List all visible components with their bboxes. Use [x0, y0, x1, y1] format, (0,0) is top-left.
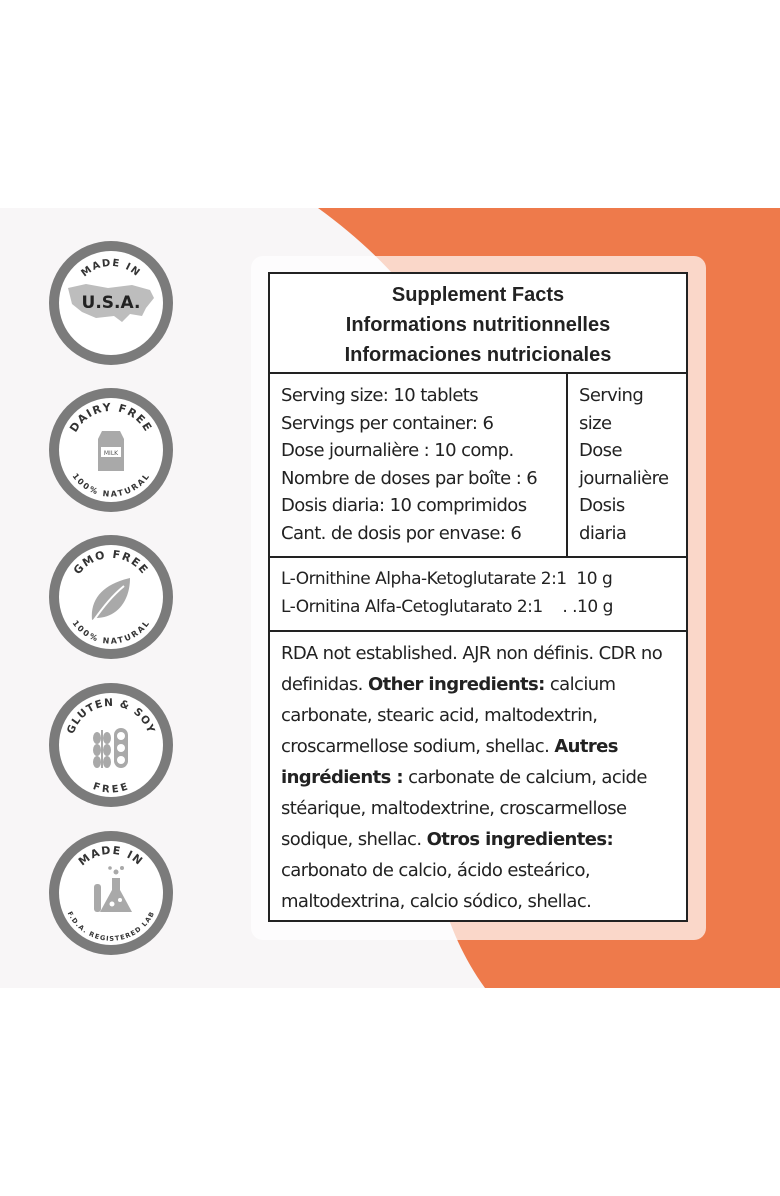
svg-text:MADE IN: MADE IN — [76, 843, 147, 869]
badge-made-in-usa — [46, 238, 176, 368]
active-ingredient-section — [270, 558, 686, 632]
serving-header-line: diaria — [579, 522, 627, 544]
serving-header-line: Dosis — [579, 495, 625, 516]
ingredients-label-fr: Autres ingrédients : — [281, 736, 618, 788]
serving-section — [270, 374, 686, 558]
serving-line: Dosis diaria: 10 comprimidos — [281, 495, 527, 516]
ingredients-label-es: Otros ingredientes: — [426, 829, 614, 850]
serving-header-line: journalière — [579, 467, 669, 489]
serving-line: Servings per container: 6 — [281, 412, 494, 434]
ingredients-text-es: carbonato de calcio, ácido esteárico, maltodextrina, calcio sódico, shellac. — [281, 860, 592, 912]
milk-carton-icon — [46, 385, 176, 515]
wheat-soy-icon — [46, 680, 176, 810]
facts-title-es: Informaciones nutricionales — [344, 344, 612, 366]
facts-title-en: Supplement Facts — [391, 284, 565, 306]
serving-header-line: size — [579, 412, 612, 434]
ingredients-label-en: Other ingredients: — [367, 674, 545, 695]
serving-line: Dose journalière : 10 comp. — [281, 440, 514, 461]
svg-text:FREE: FREE — [91, 781, 131, 796]
badge-made-in-fda-lab — [46, 828, 176, 958]
lab-flask-icon — [46, 828, 176, 958]
facts-title-fr: Informations nutritionnelles — [345, 314, 611, 336]
badge-dairy-free — [46, 385, 176, 515]
leaf-icon — [46, 532, 176, 662]
svg-text:GMO FREE: GMO FREE — [70, 547, 152, 578]
supplement-facts-panel — [268, 272, 688, 922]
serving-line: Nombre de doses par boîte : 6 — [281, 467, 538, 489]
svg-text:MILK: MILK — [103, 450, 119, 457]
svg-text:F.D.A. REGISTERED LAB: F.D.A. REGISTERED LAB — [65, 910, 157, 943]
badge-gluten-soy-free — [46, 680, 176, 810]
svg-text:100% NATURAL: 100% NATURAL — [70, 618, 152, 646]
other-ingredients-section — [270, 632, 686, 917]
serving-header-line: Dose — [579, 440, 622, 461]
svg-text:DAIRY FREE: DAIRY FREE — [67, 400, 155, 435]
svg-text:U.S.A.: U.S.A. — [81, 293, 141, 313]
serving-header-line: Serving — [579, 385, 644, 406]
serving-line: Cant. de dosis por envase: 6 — [281, 522, 522, 544]
usa-map-icon — [46, 238, 176, 368]
badge-gmo-free — [46, 532, 176, 662]
serving-column-header — [568, 374, 686, 556]
facts-title — [270, 274, 686, 374]
active-ingredient-es: L-Ornitina Alfa-Cetoglutarato 2:1 . .10 g — [281, 597, 613, 617]
active-ingredient-en: L-Ornithine Alpha-Ketoglutarate 2:1 10 g — [281, 569, 613, 589]
rda-note: RDA not established. AJR non définis. CDR no definidas. — [281, 643, 663, 695]
serving-details — [270, 374, 568, 556]
ingredients-text-en: calcium carbonate, stearic acid, maltodextrin, croscarmellose sodium, shellac. — [281, 674, 616, 757]
svg-text:GLUTEN & SOY: GLUTEN & SOY — [64, 696, 158, 736]
svg-text:100% NATURAL: 100% NATURAL — [70, 471, 152, 499]
serving-line: Serving size: 10 tablets — [281, 385, 479, 406]
ingredients-text-fr: carbonate de calcium, acide stéarique, maltodextrine, croscarmellose sodique, shellac. — [281, 767, 647, 850]
svg-text:MADE IN: MADE IN — [79, 257, 143, 280]
